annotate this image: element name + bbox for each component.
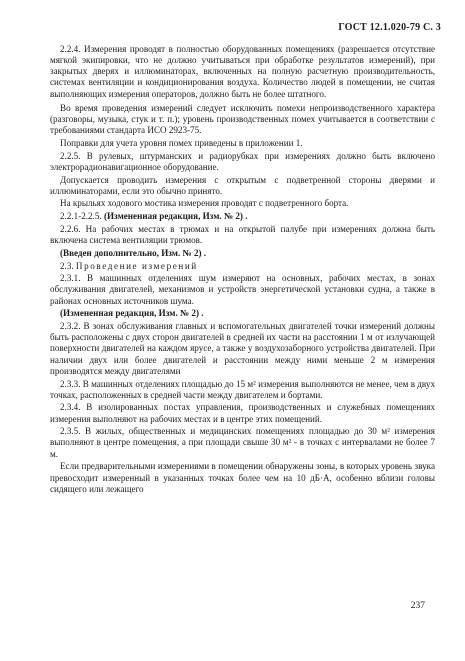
paragraph-2-3-1: 2.3.1. В машинных отделениях шум измеряют на основных, рабочих местах, в зонах обслуживания двигателей, механизмов и устройств энергетической установки судна, а также в районах основных источников шума. bbox=[50, 273, 435, 306]
paragraph-2-3-4: 2.3.4. В изолированных постах управления, производственных и служебных помещениях измерения выполняют на рабочих местах и в центре этих помещений. bbox=[50, 402, 435, 424]
paragraph-amendment-2-3-1: (Измененная редакция, Изм. № 2) . bbox=[60, 308, 204, 319]
paragraph-2-3-3: 2.3.3. В машинных отделениях площадью до 15 м² измерения выполняются не менее, чем в двух точках, расположенных в средней части между двигателем и бортами. bbox=[50, 378, 435, 400]
page-number: 237 bbox=[410, 601, 425, 611]
paragraph-2-2-6: 2.2.6. На рабочих местах в трюмах и на открытой палубе при измерениях должна быть включена система вентиляции трюмов. bbox=[50, 223, 435, 246]
paragraph-open-doors: Допускается проводить измерения с открытым с подветренной стороны дверями и иллюминаторами, если это обычно принято. bbox=[50, 174, 435, 196]
paragraph-noise-interference: Во время проведения измерений следует исключить помехи непроизводственного характера (разговоры, музыка, стук и т. п.); уровень производственных помех учитывается в соответствии с требованиями стандарта ИСО 2923-75. bbox=[50, 102, 435, 136]
amendment-note: (Измененная редакция, Изм. № 2) . bbox=[103, 211, 248, 222]
paragraph-2-3-5: 2.3.5. В жилых, общественных и медицинских помещениях площадью до 30 м² измерения выполняют в центре помещения, а при площади свыше 30 м² - в точках с интервалами не более 7 м. bbox=[50, 426, 435, 459]
page-header: ГОСТ 12.1.020-79 С. 3 bbox=[338, 22, 441, 33]
paragraph-2-3-2: 2.3.2. В зонах обслуживания главных и вспомогательных двигателей точки измерений должны быть расположены с двух сторон двигателей в средней их части на расстоянии 1 м от излучающей поверхности двигателей на каждом ярусе, а также у воздухозаборного устройства двигателей. При наличии двух или более двигателей и расстоянии между ними меньше 2 м измерения производятся между двигателями bbox=[50, 321, 435, 376]
paragraph-added-note: (Введен дополнительно, Изм. № 2) . bbox=[60, 247, 207, 258]
paragraph-amendment-2-2 bbox=[50, 211, 435, 222]
paragraph-2-2-4: 2.2.4. Измерения проводят в полностью оборудованных помещениях (разрешается отсутствие мягкой экипировки, что не должно учитываться при обработке результатов измерений), при закрытых дверях и иллюминаторах, включенных на полную расчетную производительность, системах вентиляции и кондиционирования воздуха. Количество людей в помещении, не считая выполняющих измерения операторов, должно быть не более штатного. bbox=[50, 44, 435, 99]
amendment-range: 2.2.1-2.2.5. bbox=[60, 211, 104, 222]
paragraph-zones: Если предварительными измерениями в помещении обнаружены зоны, в которых уровень звука превосходит измеренный в указанных точках более чем на 10 дБ·А, особенно вблизи головы сидящего или лежащего bbox=[50, 461, 435, 494]
paragraph-bridge-wings: На крыльях ходового мостика измерения проводят с подветренного борта. bbox=[60, 198, 349, 209]
section-heading-2-3 bbox=[50, 261, 435, 272]
paragraph-corrections: Поправки для учета уровня помех приведены в приложении 1. bbox=[60, 137, 303, 148]
section-title: Проведение измерений bbox=[75, 260, 198, 271]
section-number: 2.3. bbox=[60, 260, 74, 271]
document-body bbox=[50, 44, 435, 496]
paragraph-2-2-5: 2.2.5. В рулевых, штурманских и радиорубках при измерениях должно быть включено электрорадионавигационное оборудование. bbox=[50, 150, 435, 172]
